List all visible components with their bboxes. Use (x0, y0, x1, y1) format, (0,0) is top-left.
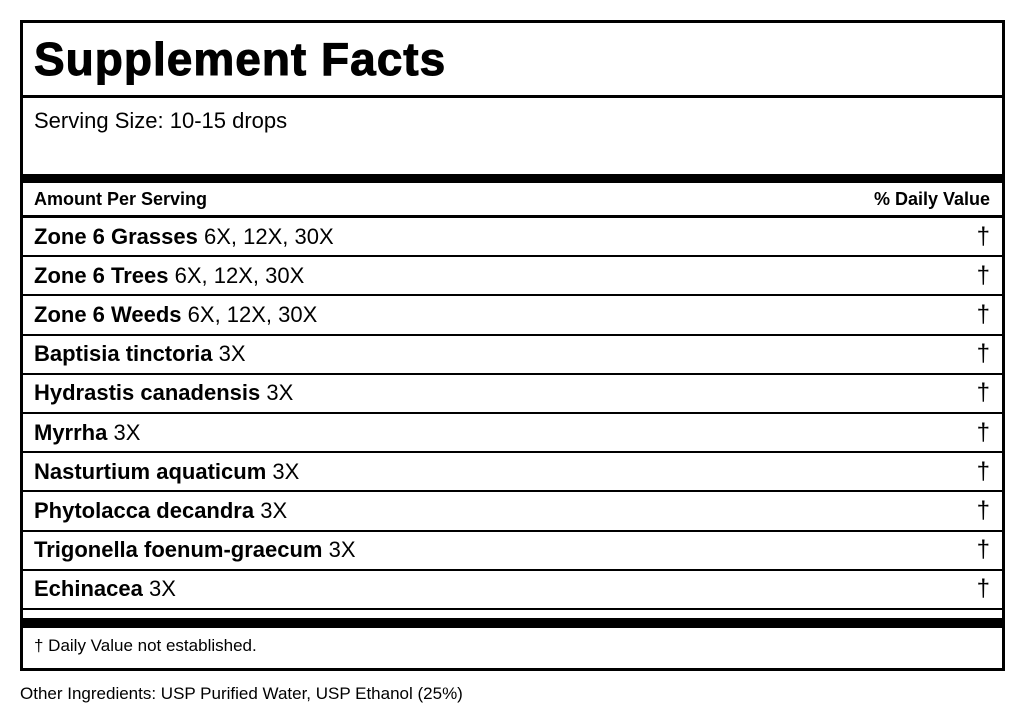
ingredient-name: Trigonella foenum-graecum (34, 537, 323, 563)
ingredient-list (23, 218, 1002, 610)
ingredient-text (34, 380, 293, 406)
daily-value-dagger: † (976, 496, 990, 524)
ingredient-row (23, 414, 1002, 453)
daily-value-dagger: † (976, 222, 990, 250)
ingredient-potency: 6X, 12X, 30X (204, 223, 334, 249)
thick-divider (23, 174, 1002, 183)
ingredient-row (23, 532, 1002, 571)
daily-value-dagger: † (976, 418, 990, 446)
ingredient-name: Nasturtium aquaticum (34, 458, 267, 484)
ingredient-row (23, 453, 1002, 492)
spacer (23, 610, 1002, 618)
ingredient-row (23, 257, 1002, 296)
daily-value-dagger: † (976, 575, 990, 603)
ingredient-text (34, 420, 140, 446)
ingredient-potency: 3X (113, 419, 141, 445)
serving-size-row (23, 98, 1002, 174)
ingredient-text (34, 341, 246, 367)
footnote: † Daily Value not established. (34, 635, 257, 655)
ingredient-name: Zone 6 Grasses (34, 223, 198, 249)
daily-value-dagger: † (976, 536, 990, 564)
daily-value-label: % Daily Value (873, 188, 990, 209)
ingredient-name: Baptisia tinctoria (34, 341, 213, 367)
ingredient-potency: 6X, 12X, 30X (187, 301, 318, 327)
ingredient-name: Myrrha (34, 419, 108, 445)
ingredient-row (23, 296, 1002, 335)
ingredient-text (34, 537, 356, 563)
daily-value-dagger: † (976, 261, 990, 289)
amount-per-serving-label: Amount Per Serving (34, 188, 208, 209)
daily-value-dagger: † (976, 300, 990, 328)
ingredient-name: Phytolacca decandra (34, 497, 255, 523)
panel-title: Supplement Facts (34, 33, 447, 85)
ingredient-row (23, 492, 1002, 531)
ingredient-text (34, 302, 317, 328)
daily-value-dagger: † (976, 340, 990, 368)
ingredient-row (23, 571, 1002, 610)
other-ingredients: Other Ingredients: USP Purified Water, USP Ethanol (25%) (20, 684, 463, 703)
ingredient-text (34, 498, 287, 524)
ingredient-name: Zone 6 Weeds (34, 301, 182, 327)
ingredient-name: Zone 6 Trees (34, 262, 169, 288)
ingredient-text (34, 459, 299, 485)
ingredient-potency: 3X (266, 380, 294, 406)
ingredient-text (34, 224, 334, 250)
serving-size: Serving Size: 10-15 drops (34, 108, 288, 133)
ingredient-potency: 3X (218, 341, 246, 367)
ingredient-text (34, 263, 304, 289)
ingredient-name: Echinacea (34, 576, 143, 602)
ingredient-potency: 3X (328, 537, 356, 563)
ingredient-row (23, 336, 1002, 375)
ingredient-potency: 3X (272, 458, 300, 484)
ingredient-potency: 3X (260, 497, 288, 523)
ingredient-potency: 3X (148, 576, 176, 602)
ingredient-row (23, 375, 1002, 414)
ingredient-potency: 6X, 12X, 30X (174, 262, 305, 288)
daily-value-dagger: † (976, 379, 990, 407)
ingredient-text (34, 576, 176, 602)
thick-divider-bottom (23, 618, 1002, 628)
column-header-row (23, 183, 1002, 218)
supplement-facts-panel (20, 20, 1005, 671)
title-row (23, 23, 1002, 98)
ingredient-name: Hydrastis canadensis (34, 380, 261, 406)
ingredient-row (23, 218, 1002, 257)
daily-value-dagger: † (976, 457, 990, 485)
